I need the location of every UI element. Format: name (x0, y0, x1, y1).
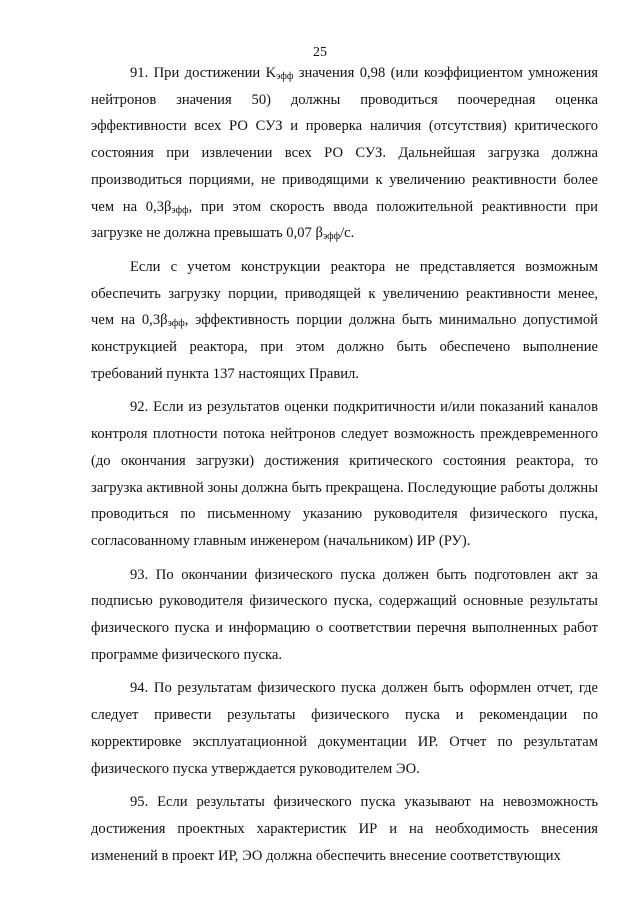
subscript: эфф (171, 204, 189, 216)
paragraph-p91 (91, 60, 598, 247)
text-run: Если с учетом конструкции реактора не представляется возможным обеспечить загрузку порции, приводящей к увеличению реактивности менее, чем на 0,3β (91, 258, 598, 329)
paragraph-p95 (91, 789, 598, 869)
paragraph-p92 (91, 394, 598, 554)
text-run: 91. При достижении K (130, 65, 277, 81)
text-run: значения 0,98 (или коэффициентом умножения нейтронов значения 50) должны проводиться поочередная оценка эффективности всех РО СУЗ и проверка наличия (отсутствия) критического состояния при извлечении всех РО СУЗ. Дальнейшая загрузка должна производиться порциями, не приводящими к увеличению реактивности более чем на 0,3β (91, 65, 598, 215)
subscript: эфф (167, 318, 185, 330)
paragraph-p94 (91, 675, 598, 782)
paragraph-p91-2 (91, 254, 598, 388)
page-number: 25 (313, 45, 327, 60)
subscript: эфф (276, 71, 294, 82)
document-body (91, 60, 598, 869)
text-run: /с. (340, 225, 355, 242)
text-run: 94. По результатам физического пуска должен быть оформлен отчет, где следует привести результаты физического пуска и рекомендации по корректировке эксплуатационной документации ИР. Отчет по результатам физического пуска утверждается руководителем ЭО. (91, 680, 598, 777)
text-run: 95. Если результаты физического пуска указывают на невозможность достижения проектных характеристик ИР и на необходимость внесения изменений в проект ИР, ЭО должна обеспечить внесение соответствующих (91, 794, 598, 864)
text-run: , при этом скорость ввода положительной реактивности при загрузке не должна превышать 0,07 β (91, 198, 598, 242)
paragraph-p93 (91, 562, 598, 669)
subscript: эфф (322, 231, 341, 243)
text-run: 93. По окончании физического пуска должен быть подготовлен акт за подписью руководителя физического пуска, содержащий основные результаты физического пуска и информацию о соответствии перечня выполненных работ программе физического пуска. (91, 566, 598, 663)
text-run: 92. Если из результатов оценки подкритичности и/или показаний каналов контроля плотности потока нейтронов следует возможность преждевременного (до окончания загрузки) достижения критического состояния реактора, то загрузка активной зоны должна быть прекращена. Последующие работы должны проводиться по письменному указанию руководителя физического пуска, согласованному главным инженером (начальником) ИР (РУ). (91, 399, 598, 549)
text-run: , эффективность порции должна быть минимально допустимой конструкцией реактора, при этом должно быть обеспечено выполнение требований пункта 137 настоящих Правил. (91, 312, 598, 382)
